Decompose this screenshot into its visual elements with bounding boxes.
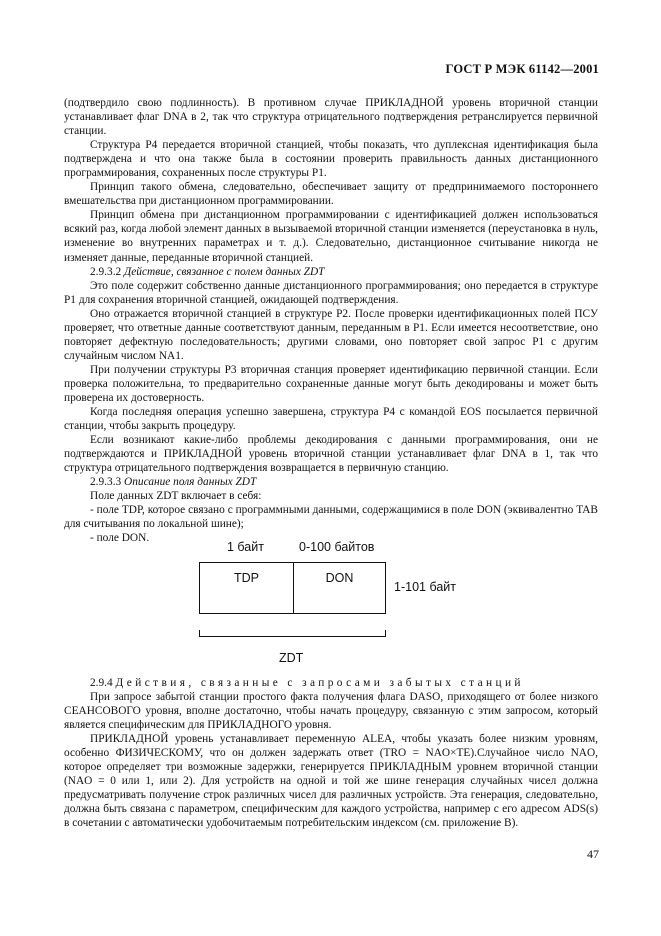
tdp-cell (200, 563, 294, 613)
paragraph: Когда последняя операция успешно завершена, структура Р4 с командой EOS посылается первичной станции, чтобы закрыть процедуру. (64, 406, 598, 433)
paragraph: Это поле содержит собственно данные дистанционного программирования; оно передается в структуре Р1 для сохранения вторичной станцией, ожидающей подтверждения. (64, 279, 598, 306)
section-heading-2932 (64, 265, 598, 279)
don-cell (294, 563, 385, 613)
paragraph: ПРИКЛАДНОЙ уровень устанавливает переменную ALEA, чтобы указать более низким уровням, особенно ФИЗИЧЕСКОМУ, что он должен задержать ответ (TRO = NAO×TE).Случайное число NAO, которое определяет три возможные задержки, генерируется ПРИКЛАДНЫМ уровнем вторичной станции (NAO = 0 или 1, или 2). Для устройств на одной и той же шине генерация случайных чисел должна предусматривать получение строк различных чисел для различных устройств. Эта генерация, следовательно, должна быть связана с параметром, специфическим для каждого устройства, например с его адресом ADS(s) в сочетании с автоматически удобочитаемым потребительским индексом (см. приложение В). (64, 733, 598, 830)
paragraph: При запросе забытой станции простого факта получения флага DASO, приходящего от более низкого СЕАНСОВОГО уровня, вполне достаточно, чтобы начать процедуру, связанную с этим запросом, который является специфическим для ПРИКЛАДНОГО уровня. (64, 691, 598, 732)
paragraph: Поле данных ZDT включает в себя: (90, 490, 262, 503)
list-item: - поле DON. (90, 532, 150, 545)
main-text-bottom (64, 676, 598, 831)
brace-line (199, 636, 386, 637)
section-heading-2933 (64, 475, 598, 489)
zdt-field-box (199, 562, 386, 614)
paragraph: Оно отражается вторичной станцией в структуре Р2. После проверки идентификационных полей ПСУ проверяет, что ответные данные соответствуют данным, переданным в Р1. Если имеется несоответствие, оно повторяет дефектную последовательность; другими словами, оно повторяет свой запрос Р1 с другим случайным числом NA1. (64, 307, 598, 362)
section-number: 2.9.4 (90, 677, 113, 689)
zdt-structure-figure (0, 540, 661, 670)
list-item: - поле TDP, которое связано с программными данными, содержащимися в поле DON (эквивалентно TAB для считывания по локальной шине); (64, 504, 598, 531)
section-title: Действие, связанное с полем данных ZDT (124, 265, 325, 278)
label-1-byte: 1 байт (227, 540, 264, 554)
tdp-label: TDP (234, 571, 259, 585)
paragraph: Структура Р4 передается вторичной станцией, чтобы показать, что дуплексная идентификация была подтверждена и что она также была в состоянии проверить правильность данных дистанционного программирования, сохраненных после структуры Р1. (64, 139, 598, 180)
section-heading-294 (64, 676, 598, 690)
paragraph: (подтвердило свою подлинность). В противном случае ПРИКЛАДНОЙ уровень вторичной станции устанавливает флаг DNA в 2, так что структура отрицательного подтверждения ретранслируется первичной станции. (64, 97, 598, 138)
label-0-100-bytes: 0-100 байтов (299, 540, 375, 554)
label-zdt: ZDT (279, 651, 304, 665)
label-total-length: 1-101 байт (394, 580, 456, 594)
brace-right (385, 630, 386, 637)
page-number: 47 (587, 847, 599, 861)
section-title: Действия, связанные с запросами забытых станций (115, 677, 524, 689)
paragraph: Если возникают какие-либо проблемы декодирования с данными программирования, они не подтверждаются и ПРИКЛАДНОЙ уровень вторичной станции устанавливает флаг DNA в 1, так что структура отрицательного подтверждения возвращается в первичную станцию. (64, 434, 598, 475)
paragraph: Принцип такого обмена, следовательно, обеспечивает защиту от предпринимаемого постороннего вмешательства при дистанционном программировании. (64, 181, 598, 208)
paragraph: При получении структуры Р3 вторичная станция проверяет идентификацию первичной станции. Если проверка положительна, то предварительно сохраненные данные могут быть декодированы и может быть проверена их достоверность. (64, 363, 598, 404)
section-number: 2.9.3.3 (90, 476, 122, 489)
document-header: ГОСТ Р МЭК 61142—2001 (445, 62, 599, 76)
main-text-top (64, 96, 598, 546)
paragraph: Принцип обмена при дистанционном программировании с идентификацией должен использоваться всякий раз, когда любой элемент данных в вызываемой вторичной станции изменяется (переустановка в нуль, изменение во внутренних параметрах и т. д.). Следовательно, дистанционное считывание никогда не изменяет данные, переданные вторичной станцией. (64, 209, 598, 264)
don-label: DON (325, 571, 354, 585)
section-title: Описание поля данных ZDT (124, 476, 257, 489)
section-number: 2.9.3.2 (90, 265, 122, 278)
